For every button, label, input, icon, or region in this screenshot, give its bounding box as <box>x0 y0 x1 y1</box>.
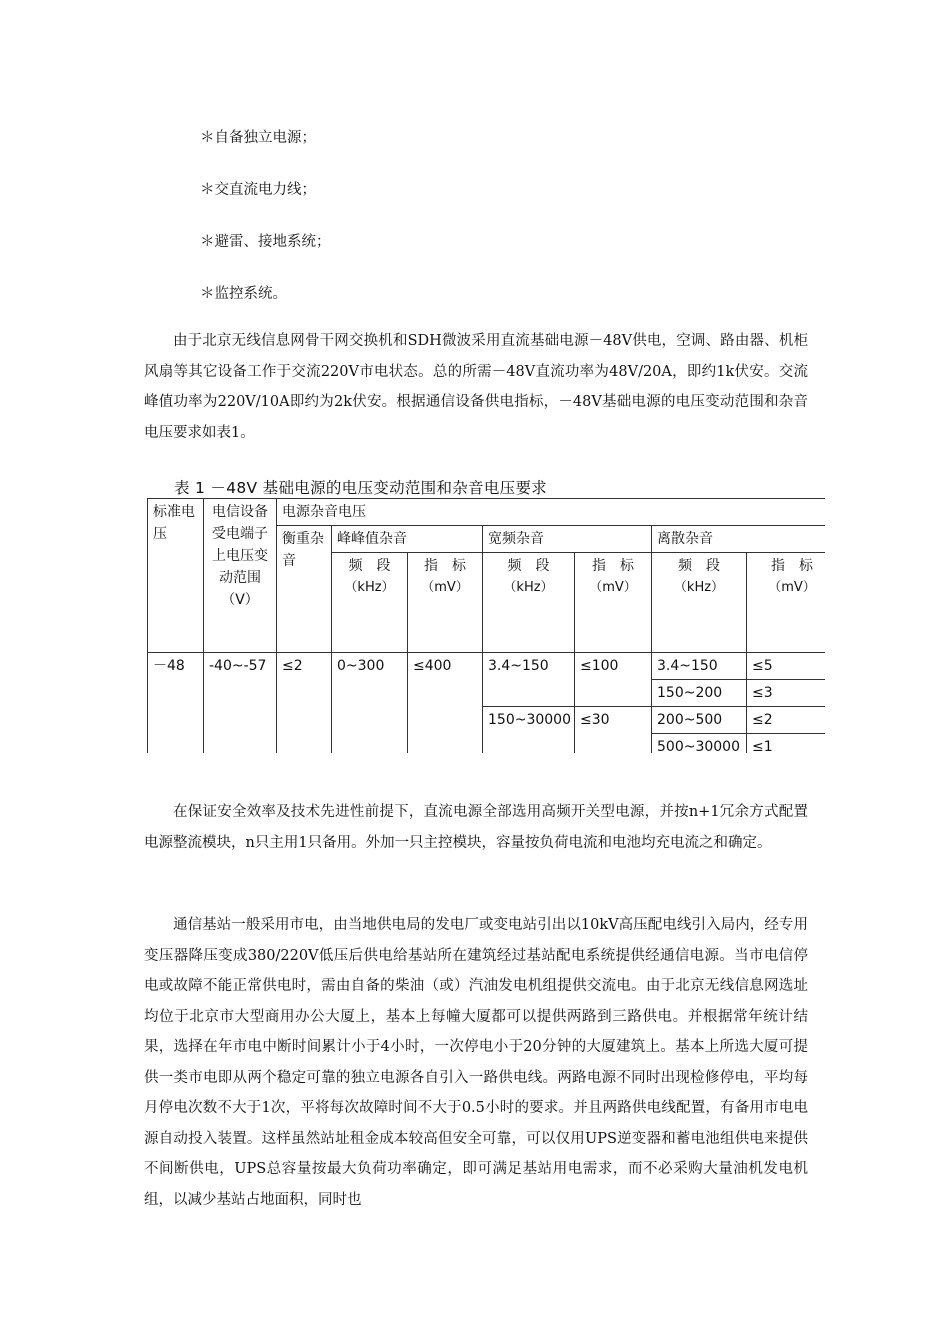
cell-wide-value: ≤100 <box>575 653 652 707</box>
cell-wide-freq: 150~30000 <box>483 707 575 754</box>
cell-discrete-value: ≤5 <box>747 653 826 680</box>
header-discrete-index: 指 标 （mV） <box>747 553 826 653</box>
header-terminal-range: 电信设备受电端子上电压变动范围（V） <box>204 499 277 653</box>
cell-wide-value: ≤30 <box>575 707 652 754</box>
cell-discrete-freq: 200~500 <box>652 707 747 734</box>
header-peak-freq: 频 段 （kHz） <box>332 553 408 653</box>
cell-discrete-freq: 500~30000 <box>652 734 747 754</box>
cell-std-voltage: －48 <box>148 653 204 754</box>
bullet-item: ＊监控系统。 <box>200 286 287 302</box>
paragraph-dc-power: 在保证安全效率及技术先进性前提下，直流电源全部选用高频开关型电源，并按n+1冗余方式配置电源整流模块，n只主用1只备用。外加一只主控模块，容量按负荷电流和电池均充电流之和确定。 <box>144 804 808 851</box>
cell-discrete-freq: 3.4~150 <box>652 653 747 680</box>
bullet-item: ＊交直流电力线； <box>200 182 316 198</box>
header-weighted-noise: 衡重杂音 <box>277 526 332 653</box>
cell-discrete-value: ≤1 <box>747 734 826 754</box>
cell-discrete-value: ≤2 <box>747 707 826 734</box>
cell-discrete-value: ≤3 <box>747 680 826 707</box>
cell-peak-value: ≤400 <box>408 653 483 754</box>
bullet-item: ＊避雷、接地系统； <box>200 234 331 250</box>
cell-discrete-freq: 150~200 <box>652 680 747 707</box>
cell-peak-freq: 0~300 <box>332 653 408 754</box>
cell-weighted-value: ≤2 <box>277 653 332 754</box>
header-peak-index: 指 标 （mV） <box>408 553 483 653</box>
header-wide-freq: 频 段 （kHz） <box>483 553 575 653</box>
cell-wide-freq: 3.4~150 <box>483 653 575 707</box>
header-wideband-noise: 宽频杂音 <box>483 526 652 553</box>
paragraph-power-requirements: 由于北京无线信息网骨干网交换机和SDH微波采用直流基础电源－48V供电，空调、路由器、机柜风扇等其它设备工作于交流220V市电状态。总的所需－48V直流功率为48V/20A，即约1k伏安。交流峰值功率为220V/10A即约为2k伏安。根据通信设备供电指标，－48V基础电源的电压变动范围和杂音电压要求如表1。 <box>144 333 808 441</box>
voltage-noise-table <box>147 498 825 753</box>
header-noise-voltage: 电源杂音电压 <box>277 499 826 526</box>
header-discrete-freq: 频 段 （kHz） <box>652 553 747 653</box>
header-std-voltage: 标准电压 <box>148 499 204 653</box>
paragraph-mains-supply: 通信基站一般采用市电，由当地供电局的发电厂或变电站引出以10kV高压配电线引入局内，经专用变压器降压变成380/220V低压后供电给基站所在建筑经过基站配电系统提供经通信电源。当市电信停电或故障不能正常供电时，需由自备的柴油（或）汽油发电机组提供交流电。由于北京无线信息网选址均位于北京市大型商用办公大厦上，基本上每幢大厦都可以提供两路到三路供电。并根据常年统计结果，选择在年市电中断时间累计小于4小时，一次停电小于20分钟的大厦建筑上。基本上所选大厦可提供一类市电即从两个稳定可靠的独立电源各自引入一路供电线。两路电源不同时出现检修停电，平均每月停电次数不大于1次，平将每次故障时间不大于0.5小时的要求。并且两路供电线配置，有备用市电电源自动投入装置。这样虽然站址租金成本较高但安全可靠，可以仅用UPS逆变器和蓄电池组供电来提供不间断供电，UPS总容量按最大负荷功率确定，即可满足基站用电需求，而不必采购大量油机发电机组，以减少基站占地面积，同时也 <box>144 917 808 1208</box>
table-caption: 表 1 －48V 基础电源的电压变动范围和杂音电压要求 <box>174 479 548 497</box>
bullet-item: ＊自备独立电源； <box>200 130 316 146</box>
header-discrete-noise: 离散杂音 <box>652 526 826 553</box>
cell-terminal-range: -40~-57 <box>204 653 277 754</box>
header-wide-index: 指 标 （mV） <box>575 553 652 653</box>
header-peak-noise: 峰峰值杂音 <box>332 526 483 553</box>
voltage-table-container <box>147 498 825 753</box>
